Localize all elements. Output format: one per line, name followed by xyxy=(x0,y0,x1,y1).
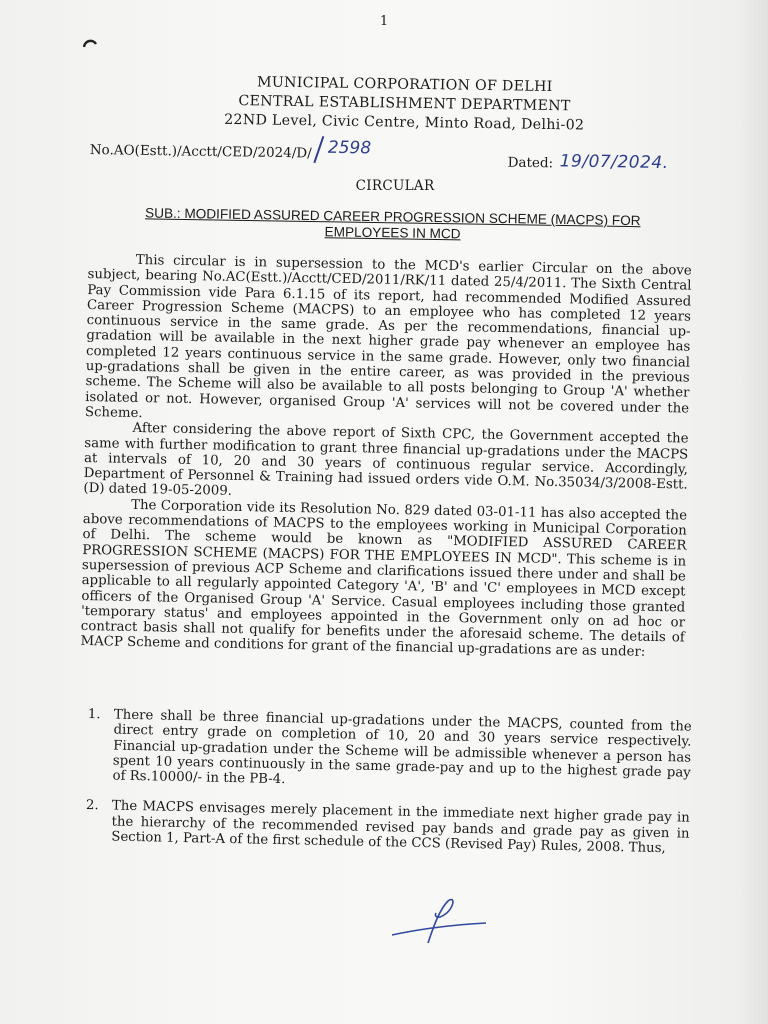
list-item-text: The MACPS envisages merely placement in the immediate next higher grade pay in the hierarchy of the recommended revised pay bands and grade pay as given in Section 1, Part-A of the first schedule of the CCS (Revised Pay) Rules, 2008. Thus, xyxy=(111,799,690,857)
body-text xyxy=(80,252,692,661)
reference-row xyxy=(90,138,690,177)
conditions-list xyxy=(85,707,692,872)
paragraph: This circular is in supersession to the MCD's earlier Circular on the above subject, bearing No.AC(Estt.)/Acctt/CED/2011/RK/11 dated 25/4/2011. The Sixth Central Pay Commission vide Para 6.1.15 of its report, had recommended Modified Assured Career Progression Scheme (MACPS) to an employee who has completed 12 years continuous service in the same grade. As per the recommendations, financial up-gradation will be available in the next higher grade pay whenever an employee has completed 12 years continuous service in the same grade. However, only two financial up-gradations shall be given in the entire career, as was provided in the previous scheme. The Scheme will also be available to all posts belonging to Group 'A' whether isolated or not. However, organised Group 'A' services will not be covered under the Scheme. xyxy=(84,252,692,422)
address: 22ND Level, Civic Centre, Minto Road, Delhi-02 xyxy=(224,111,585,134)
department-name: CENTRAL ESTABLISHMENT DEPARTMENT xyxy=(238,93,571,115)
date-label: Dated: xyxy=(507,154,554,172)
signature-initials xyxy=(390,895,490,945)
handwritten-date: 19/07/2024. xyxy=(559,151,669,174)
list-item xyxy=(85,798,690,857)
page-edge-shadow xyxy=(738,0,768,1024)
handwritten-reference-number: 2598 xyxy=(327,137,372,159)
organisation-name: MUNICIPAL CORPORATION OF DELHI xyxy=(256,74,553,96)
page-number: 1 xyxy=(379,14,389,29)
circular-title: CIRCULAR xyxy=(355,178,435,194)
list-item-number: 2. xyxy=(85,798,99,814)
letterhead xyxy=(169,72,640,136)
subject-line: SUB.: MODIFIED ASSURED CAREER PROGRESSION SCHEME (MACPS) FOR EMPLOYEES IN MCD xyxy=(145,205,641,241)
handwritten-slash xyxy=(313,136,324,163)
list-item-number: 1. xyxy=(87,707,101,723)
punch-hole-mark xyxy=(83,38,97,48)
reference-number: No.AO(Estt.)/Acctt/CED/2024/D/ xyxy=(89,141,312,162)
list-item-text: There shall be three financial up-gradations under the MACPS, counted from the direct entry grade on completion of 10, 20 and 30 years service respectively. Financial up-gradation under the Scheme will be admissible whenever a person has spent 10 years continuously in the same grade-pay and up to the highest grade pay of Rs.10000/- in the PB-4. xyxy=(112,707,692,788)
paragraph: After considering the above report of Sixth CPC, the Government accepted the same with further modification to grant three financial up-gradations under the MACPS at intervals of 10, 20 and 30 years of continuous regular service. Accordingly, Department of Personnel & Training had issued orders vide O.M. No.35034/3/2008-Estt. (D) dated 19-05-2009. xyxy=(83,421,689,500)
paragraph: The Corporation vide its Resolution No. 829 dated 03-01-11 has also accepted the above recommendations of MACPS to the employees working in Municipal Corporation of Delhi. The scheme would be known as "MODIFIED ASSURED CAREER PROGRESSION SCHEME (MACPS) FOR THE EMPLOYEES IN MCD". This scheme is in supersession of previous ACP Scheme and clarifications issued there under and shall be applicable to all regularly appointed Category 'A', 'B' and 'C' employees in MCD except officers of the Organised Group 'A' Service. Casual employees including those granted 'temporary status' and employees appointed in the Government only on ad hoc or contract basis shall not qualify for benefits under the aforesaid scheme. The details of MACP Scheme and conditions for grant of the financial up-gradations are as under: xyxy=(80,497,688,661)
list-item xyxy=(86,707,691,796)
